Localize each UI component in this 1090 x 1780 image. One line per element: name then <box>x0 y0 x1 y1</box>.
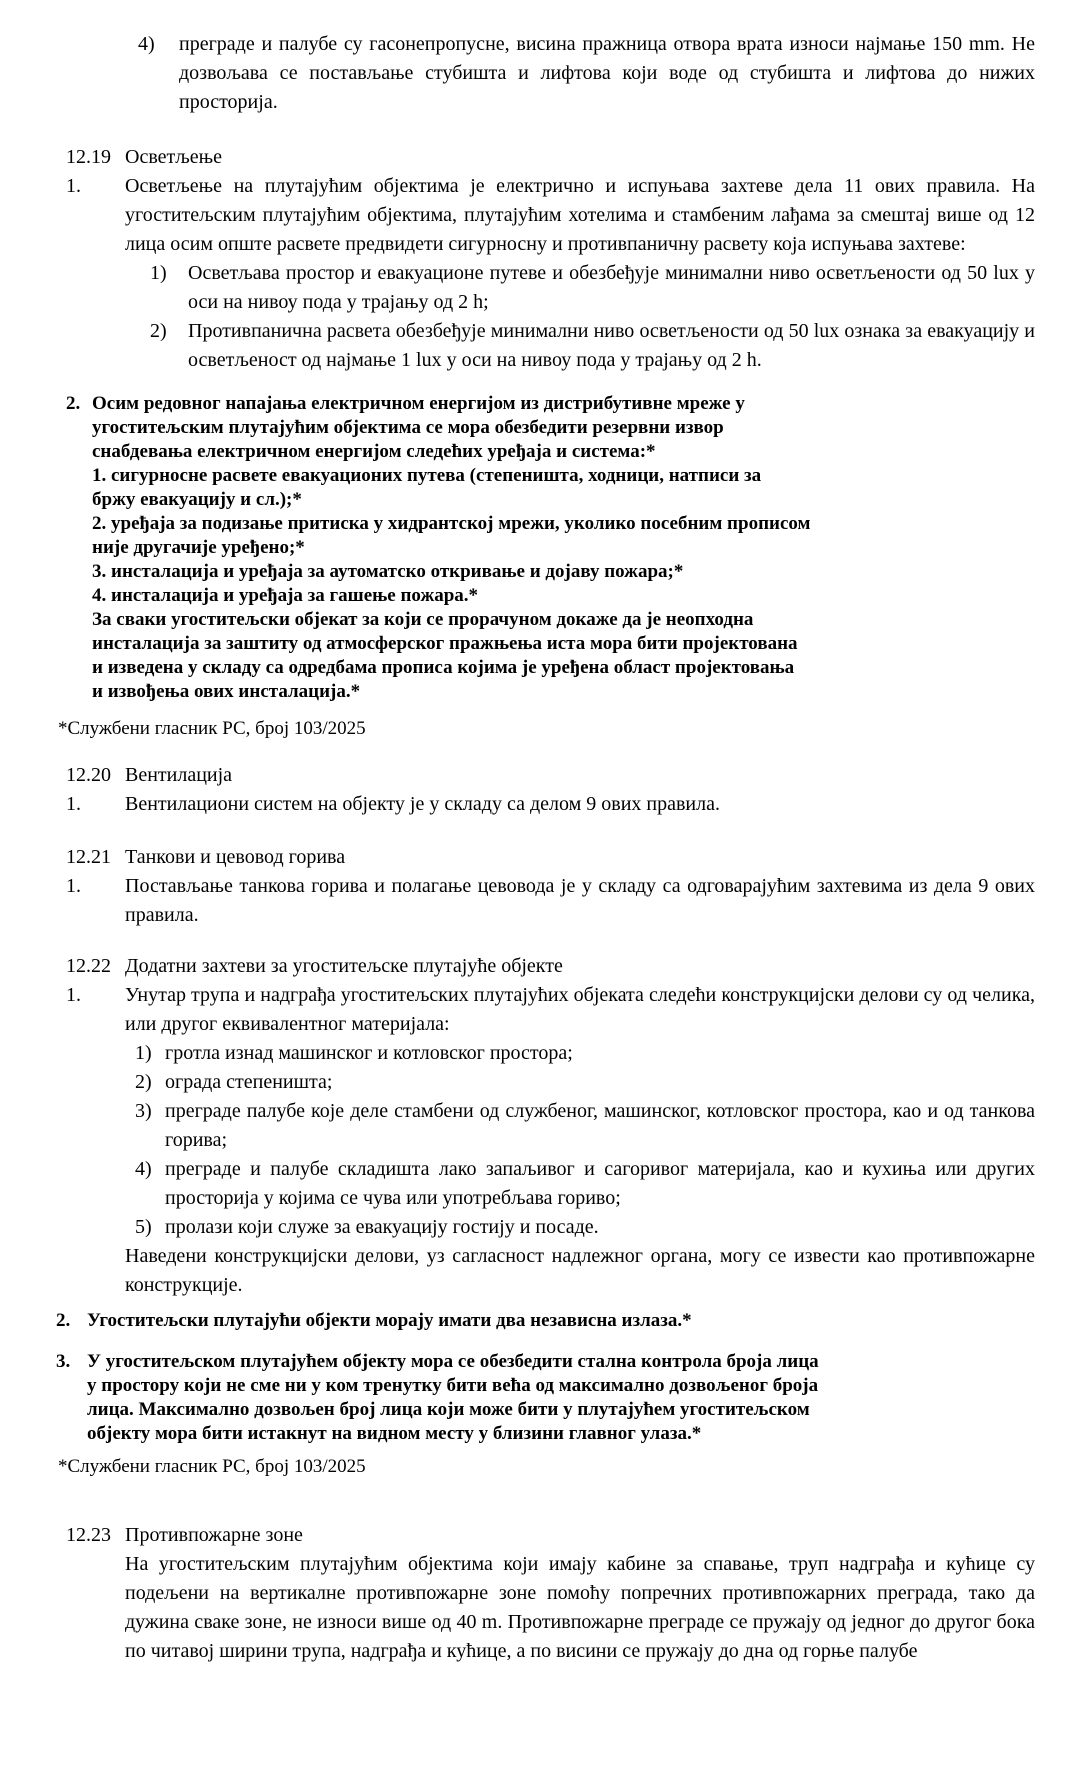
sub-item-number: 4) <box>135 1158 152 1180</box>
sub-item-number: 3) <box>135 1100 152 1122</box>
sub-item-text: Осветљава простор и евакуационе путеве и обезбеђује минимални ниво осветљености од 50 lux у оси на нивоу пода у трајању од 2 h; <box>188 262 1035 313</box>
sub-item <box>66 1155 1035 1213</box>
sub-item-text: гротла изнад машинског и котловског простора; <box>165 1042 573 1064</box>
item-lines: У угоститељском плутајућем објекту мора се обезбедити стална контрола броја лица у простору који не сме ни у ком тренутку бити већа од максимално дозвољеног броја лица. Максимално дозвољен број лица који може бити у плутајућем угоститељском објекту мора бити истакнут на видном месту у близини главног улаза.* <box>87 1351 819 1444</box>
item-text: Постављање танкова горива и полагање цевовода је у складу са одговарајућим захтевима из дела 9 ових правила. <box>125 875 1035 926</box>
closing-paragraph <box>66 1242 1035 1300</box>
bold-numbered-item <box>56 1309 1035 1333</box>
section-12-21 <box>66 843 1035 930</box>
numbered-item <box>66 981 1035 1039</box>
section-12-23 <box>66 1521 1035 1666</box>
section-number: 12.21 <box>66 846 111 868</box>
item-text: Унутар трупа и надграђа угоститељских плутајућих објеката следећи конструкцијски делови су од челика, или другог еквивалентног материјала: <box>125 984 1035 1035</box>
sub-item-text: пролази који служе за евакуацију гостију и посаде. <box>165 1216 599 1238</box>
sub-item <box>66 1097 1035 1155</box>
section-heading <box>66 952 1035 981</box>
section-paragraph-text: На угоститељским плутајућим објектима који имају кабине за спавање, труп надграђа и кућице су подељени на вертикалне противпожарне зоне помоћу попречних противпожарних преграда, тако да дужина сваке зоне, не износи више од 40 m. Противпожарне преграде се пружају од једног до другог бока по читавој ширини трупа, надграђа и кућице, а по висини се пружају до дна од горње палубе <box>125 1553 1035 1662</box>
item-number: 2. <box>66 393 81 414</box>
section-number: 12.20 <box>66 764 111 786</box>
item-text: Угоститељски плутајући објекти морају имати два независна излаза.* <box>87 1310 692 1331</box>
sub-item <box>66 317 1035 375</box>
sub-item-text: преграде палубе које деле стамбени од службеног, машинског, котловског простора, као и од танкова горива; <box>165 1100 1035 1151</box>
numbered-item <box>66 790 1035 819</box>
closing-paragraph-text: Наведени конструкцијски делови, уз сагласност надлежног органа, могу се извести као противпожарне конструкције. <box>125 1245 1035 1296</box>
section-title: Танкови и цевовод горива <box>125 846 346 868</box>
amendment-lines: Осим редовног напајања електричном енергијом из дистрибутивне мреже у угоститељским плутајућим објектима се мора обезбедити резервни извор снабдевања електричном енергијом следећих уређаја и система:* 1. сигурносне расвете евакуационих путева (степеништа, ходници, натписи за бржу евакуацију и сл.);* 2. уређаја за подизање притиска у хидрантској мрежи, уколико посебним прописом није другачије уређено;* 3. инсталација и уређаја за аутоматско откривање и дојаву пожара;* 4. инсталација и уређаја за гашење пожара.* За сваки угоститељски објекат за који се прорачуном докаже да је неопходна инсталација за заштиту од атмосферског пражњења иста мора бити пројектована и изведена у складу са одредбама прописа којима је уређена област пројектовања и извођења ових инсталација.* <box>92 393 811 702</box>
sub-item-number: 5) <box>135 1216 152 1238</box>
sub-item <box>66 259 1035 317</box>
section-12-20 <box>66 761 1035 819</box>
section-12-22 <box>56 952 1035 1446</box>
item-number: 1. <box>66 984 81 1006</box>
list-item-number: 4) <box>138 33 155 55</box>
section-number: 12.22 <box>66 955 111 977</box>
list-item-text: преграде и палубе су гасонепропусне, висина пражница отвора врата износи најмање 150 mm. Не дозвољава се постављање стубишта и лифтова који воде од стубишта и лифтова до нижих просторија. <box>179 33 1035 113</box>
sub-item-text: преграде и палубе складишта лако запаљивог и сагоривог материјала, као и кухиња или других просторија у којима се чува или употребљава гориво; <box>165 1158 1035 1209</box>
sub-item <box>66 1039 1035 1068</box>
item-text: Осветљење на плутајућим објектима је електрично и испуњава захтеве дела 11 ових правила. На угоститељским плутајућим објектима, плутајућим хотелима и стамбеним лађама за смештај више од 12 лица осим опште расвете предвидети сигурносну и противпаничну расвету која испуњава захтеве: <box>125 175 1035 255</box>
section-12-19 <box>66 143 1035 704</box>
numbered-item <box>66 872 1035 930</box>
section-heading <box>66 843 1035 872</box>
sub-item-number: 1) <box>135 1042 152 1064</box>
numbered-item <box>66 172 1035 259</box>
sub-item-text: Противпанична расвета обезбеђује минимални ниво осветљености од 50 lux ознака за евакуацију и осветљеност од најмање 1 lux у оси на нивоу пода у трајању од 2 h. <box>188 320 1035 371</box>
section-title: Осветљење <box>125 146 223 168</box>
section-number: 12.23 <box>66 1524 111 1546</box>
section-title: Додатни захтеви за угоститељске плутајуће објекте <box>125 955 563 977</box>
sub-item-number: 2) <box>150 320 167 342</box>
section-heading <box>66 1521 1035 1550</box>
section-heading <box>66 143 1035 172</box>
gazette-footnote: *Службени гласник РС, број 103/2025 <box>58 1456 366 1477</box>
item-number: 1. <box>66 793 81 815</box>
sub-item <box>66 1213 1035 1242</box>
list-item-4 <box>66 30 1035 117</box>
item-number: 2. <box>56 1310 71 1331</box>
item-number: 3. <box>56 1351 71 1372</box>
item-text: Вентилациони систем на објекту је у складу са делом 9 ових правила. <box>125 793 720 815</box>
sub-item <box>66 1068 1035 1097</box>
section-title: Противпожарне зоне <box>125 1524 303 1546</box>
section-title: Вентилација <box>125 764 233 786</box>
gazette-footnote: *Службени гласник РС, број 103/2025 <box>58 718 366 739</box>
section-heading <box>66 761 1035 790</box>
sub-item-text: ограда степеништа; <box>165 1071 333 1093</box>
section-number: 12.19 <box>66 146 111 168</box>
item-number: 1. <box>66 875 81 897</box>
sub-item-number: 1) <box>150 262 167 284</box>
amendment-bold-block <box>66 392 1035 704</box>
sub-item-number: 2) <box>135 1071 152 1093</box>
item-number: 1. <box>66 175 81 197</box>
bold-numbered-item <box>56 1350 1035 1446</box>
section-paragraph <box>66 1550 1035 1666</box>
